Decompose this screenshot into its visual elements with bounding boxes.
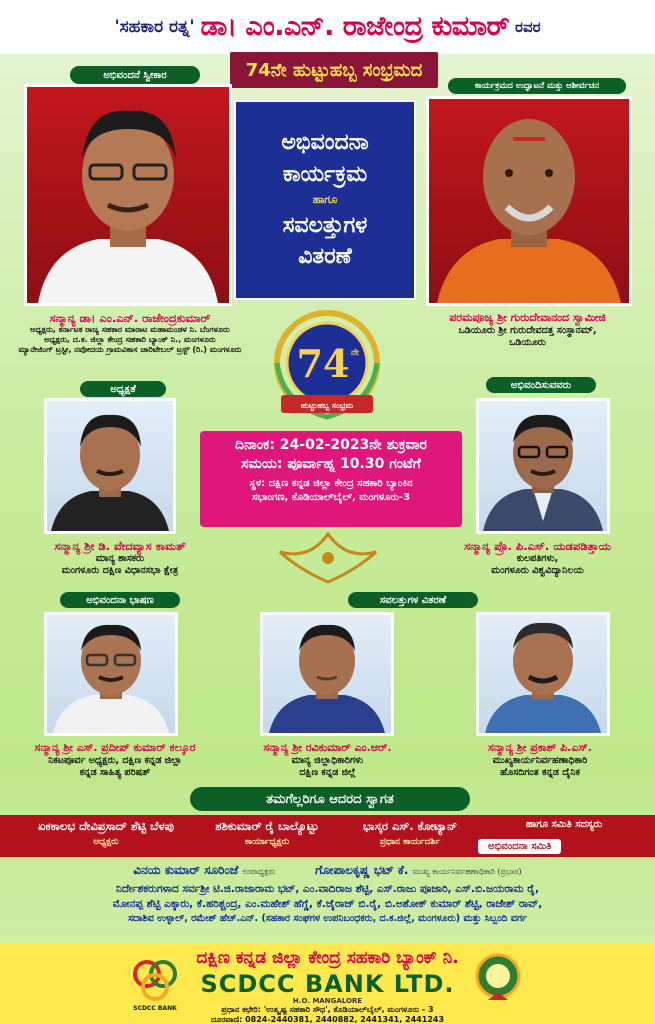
speech-label: ಅಭಿವಂದನಾ ಭಾಷಣ bbox=[60, 592, 180, 608]
organizer-right bbox=[315, 863, 521, 878]
committee-label: ಅಭಿವಂದನಾ ಸಮಿತಿ bbox=[478, 839, 561, 854]
bank-name-english: SCDCC BANK LTD. bbox=[200, 970, 455, 998]
person-portrait-icon bbox=[47, 401, 173, 531]
organizer-left bbox=[133, 863, 275, 878]
title-line2: ಕಾರ್ಯಕ್ರಮ bbox=[282, 161, 368, 187]
member-role: ಕಾರ್ಯಾಧ್ಯಕ್ಷರು bbox=[244, 837, 290, 847]
speech-name: ಸನ್ಮಾನ್ಯ ಶ್ರೀ ಎಸ್. ಪ್ರದೀಪ್ ಕುಮಾರ್ ಕಲ್ಕೂರ bbox=[34, 741, 196, 754]
organizer-right-name: ಗೋಪಾಲಕೃಷ್ಣ ಭಟ್ ಕೆ. bbox=[315, 862, 409, 877]
collector-line1: ಮಾನ್ಯ ಜಿಲ್ಲಾಧಿಕಾರಿಗಳು bbox=[291, 754, 364, 766]
logo-label: SCDCC BANK bbox=[133, 1005, 177, 1012]
committee-member bbox=[182, 819, 352, 847]
directors-line3: ಸದಾಶಿವ ಉಳ್ಳಾಲ್, ರಮೇಶ್ ಹೆಚ್.ಎನ್. (ಸಹಕಾರ ಸಂಘಗಳ ಉಪನಿಬಂಧಕರು, ದ.ಕ.ಜಿಲ್ಲೆ, ಮಂಗಳೂರು) ಮತ್ತು ಸಿಬ್ಬಂದಿ ವರ್ಗ bbox=[127, 912, 528, 924]
header-suffix: ರವರ bbox=[515, 18, 541, 36]
swamiji-photo bbox=[426, 96, 632, 306]
laurel-emblem-icon bbox=[263, 305, 391, 433]
welcome-banner: ತಮಗೆಲ್ಲರಿಗೂ ಆದರದ ಸ್ವಾಗತ bbox=[190, 787, 470, 811]
event-details bbox=[200, 431, 462, 527]
title-line1: ಅಭಿವಂದನಾ bbox=[281, 130, 369, 156]
felicitator-name: ಸನ್ಮಾನ್ಯ ಪ್ರೊ. ಪಿ.ಎಸ್. ಯಡಪಡಿತ್ತಾಯ bbox=[464, 539, 611, 553]
swamiji-name: ಪರಮಪೂಜ್ಯ ಶ್ರೀ ಗುರುದೇವಾನಂದ ಸ್ವಾಮೀಜಿ bbox=[449, 311, 606, 324]
distribution-label: ಸವಲತ್ತುಗಳ ವಿತರಣೆ bbox=[348, 592, 478, 608]
member-role: ಅಧ್ಯಕ್ಷರು bbox=[93, 837, 119, 847]
emblem-number: 74 bbox=[296, 341, 350, 386]
editor-line2: ಹೊಸದಿಗಂತ ಕನ್ನಡ ದೈನಿಕ bbox=[500, 766, 580, 778]
title-line4: ವಿತರಣೆ bbox=[298, 244, 352, 270]
honoree-line3: ಮ್ಯಾನೇಜಿಂಗ್ ಟ್ರಸ್ಟೀ, ನವೋದಯ ಗ್ರಾಮವಿಕಾಸ ಚಾರಿಟೇಬಲ್ ಟ್ರಸ್ಟ್ (ರಿ.) ಮಂಗಳೂರು bbox=[18, 345, 242, 355]
birthday-banner: 74ನೇ ಹುಟ್ಟುಹಬ್ಬ ಸಂಭ್ರಮದ bbox=[230, 52, 438, 88]
honoree-label: ಅಭಿವಂದನೆ ಸ್ವೀಕಾರ bbox=[70, 66, 200, 84]
presided-caption bbox=[0, 539, 240, 577]
header-name: ಡಾ। ಎಂ.ಎನ್. ರಾಜೇಂದ್ರ ಕುಮಾರ್ bbox=[200, 11, 510, 42]
bank-phone: ದೂರವಾಣಿ: 0824-2440381, 2440882, 2441341, 2441243 bbox=[210, 1015, 445, 1024]
organizer-left-role: ಉಪಾಧ್ಯಕ್ಷರು bbox=[242, 866, 276, 876]
felicitator-caption bbox=[420, 539, 655, 577]
collector-photo bbox=[260, 612, 394, 736]
honoree-line2: ಅಧ್ಯಕ್ಷರು, ದ.ಕ. ಜಿಲ್ಲಾ ಕೇಂದ್ರ ಸಹಕಾರಿ ಬ್ಯಾಂಕ್ ನಿ., ಮಂಗಳೂರು bbox=[44, 335, 216, 345]
member-role: ಪ್ರಧಾನ ಕಾರ್ಯದರ್ಶಿ bbox=[379, 837, 441, 847]
honoree-photo bbox=[24, 84, 232, 306]
presided-photo bbox=[44, 398, 176, 534]
person-portrait-icon bbox=[263, 615, 391, 733]
editor-caption bbox=[425, 741, 655, 779]
committee-member bbox=[330, 819, 490, 847]
committee-member bbox=[6, 819, 206, 847]
person-portrait-icon bbox=[28, 89, 228, 303]
bank-seal-icon bbox=[474, 952, 522, 1004]
collector-name: ಸನ್ಮಾನ್ಯ ಶ್ರೀ ರವಿಕುಮಾರ್ ಎಂ.ಆರ್. bbox=[263, 741, 392, 754]
presided-line2: ಮಂಗಳೂರು ದಕ್ಷಿಣ ವಿಧಾನಸಭಾ ಕ್ಷೇತ್ರ bbox=[61, 565, 179, 577]
person-portrait-icon bbox=[479, 401, 607, 531]
collector-line2: ದಕ್ಷಿಣ ಕನ್ನಡ ಜಿಲ್ಲೆ bbox=[299, 766, 356, 778]
member-name: ಏಕಕಾಲಭ ದೇವಿಪ್ರಸಾದ್ ಶೆಟ್ಟಿ ಬೆಳಪು bbox=[38, 819, 174, 833]
collector-caption bbox=[220, 741, 435, 779]
editor-photo bbox=[476, 612, 610, 736]
header-honorific: 'ಸಹಕಾರ ರತ್ನ' bbox=[114, 17, 195, 37]
emblem-superscript: ನೇ bbox=[351, 348, 359, 358]
swamiji-line1: ಒಡಿಯೂರು ಶ್ರೀ ಗುರುದೇವದತ್ತ ಸಂಸ್ಥಾನಮ್, bbox=[458, 324, 597, 336]
person-portrait-icon bbox=[429, 99, 629, 303]
organizer-right-role: ಮುಖ್ಯ ಕಾರ್ಯನಿರ್ವಹಣಾಧಿಕಾರಿ (ಪ್ರಭಾರ) bbox=[412, 866, 522, 876]
swamiji-label: ಕಾರ್ಯಕ್ರಮದ ಉದ್ಘಾಟನೆ ಮತ್ತು ಆಶೀರ್ವಚನ bbox=[448, 78, 626, 94]
program-title-box bbox=[234, 100, 416, 300]
bank-name-kannada: ದಕ್ಷಿಣ ಕನ್ನಡ ಜಿಲ್ಲಾ ಕೇಂದ್ರ ಸಹಕಾರಿ ಬ್ಯಾಂಕ್ ನಿ. bbox=[196, 948, 459, 968]
event-time: ಸಮಯ: ಪೂರ್ವಾಹ್ನ 10.30 ಗಂಟೆಗೆ bbox=[241, 456, 421, 472]
felicitator-label: ಅಭಿವಂದಿಸುವವರು bbox=[486, 377, 596, 393]
swamiji-line2: ಒಡಿಯೂರು bbox=[509, 336, 546, 348]
felicitator-photo bbox=[476, 398, 610, 534]
editor-line1: ಮುಖ್ಯಕಾರ್ಯನಿರ್ವಹಣಾಧಿಕಾರಿ bbox=[492, 754, 588, 766]
honoree-line1: ಅಧ್ಯಕ್ಷರು, ಕರ್ನಾಟಕ ರಾಜ್ಯ ಸಹಕಾರ ಮಾರಾಟ ಮಹಾಮಂಡಳ ನಿ. ಬೆಂಗಳೂರು bbox=[30, 325, 230, 335]
header bbox=[0, 0, 655, 54]
event-venue-line2: ಸಭಾಂಗಣ, ಕೊಡಿಯಾಲ್‌ಬೈಲ್, ಮಂಗಳೂರು-3 bbox=[251, 491, 411, 503]
member-name: ಹಾಗೂ ಸಮಿತಿ ಸದಸ್ಯರು bbox=[525, 819, 603, 830]
footer bbox=[0, 944, 655, 1024]
speech-line2: ಕನ್ನಡ ಸಾಹಿತ್ಯ ಪರಿಷತ್ bbox=[79, 766, 151, 778]
presided-name: ಸನ್ಮಾನ್ಯ ಶ್ರೀ ಡಿ. ವೇದವ್ಯಾಸ ಕಾಮತ್ bbox=[54, 539, 186, 553]
emblem-ribbon: ಹುಟ್ಟುಹಬ್ಬ ಸಂಭ್ರಮ bbox=[300, 401, 354, 410]
directors-line2: ಮೋನಪ್ಪ ಶೆಟ್ಟಿ ಎಕ್ಕಾರು, ಕೆ.ಹರಿಶ್ಚಂದ್ರ, ಎಂ.ಮಹೇಶ್ ಹೆಗ್ಡೆ, ಕೆ.ಜೈರಾಜ್ ಬಿ.ರೈ, ಬಿ.ಅಶೋಕ್ ಕುಮಾರ್ ಶೆಟ್ಟಿ, ರಾಜೇಶ್ ರಾವ್, bbox=[112, 897, 543, 910]
event-date: ದಿನಾಂಕ: 24-02-2023ನೇ ಶುಕ್ರವಾರ bbox=[235, 437, 427, 453]
speech-line1: ನಿಕಟಪೂರ್ವ ಅಧ್ಯಕ್ಷರು, ದಕ್ಷಿಣ ಕನ್ನಡ ಜಿಲ್ಲಾ bbox=[48, 754, 182, 766]
member-name: ಶಶಿಕುಮಾರ್ ರೈ ಬಾಲ್ಯೊಟ್ಟು bbox=[215, 819, 319, 833]
committee-members-note bbox=[494, 819, 634, 830]
presided-label: ಅಧ್ಯಕ್ಷತೆ bbox=[80, 381, 166, 397]
member-name: ಭಾಸ್ಕರ ಎಸ್. ಕೋಟ್ಯಾನ್ bbox=[362, 819, 458, 833]
directors-line1: ನಿರ್ದೇಶಕರುಗಳಾದ ಸರ್ವಶ್ರೀ ಟಿ.ಜಿ.ರಾಜಾರಾಮ ಭಟ್, ಎಂ.ವಾದಿರಾಜ ಶೆಟ್ಟಿ, ಎಸ್.ರಾಜು ಪೂಜಾರಿ, ಎಸ್.ಬಿ.ಜಯರಾಮ ರೈ, bbox=[116, 883, 539, 895]
ornament-icon bbox=[270, 530, 386, 586]
bank-address: ಪ್ರಧಾನ ಕಛೇರಿ: 'ಉತ್ಕೃಷ್ಟ ಸಹಕಾರಿ ಸೌಧ', ಕೊಡಿಯಾಲ್‌ಬೈಲ್, ಮಂಗಳೂರು - 3 bbox=[221, 1005, 434, 1014]
speech-photo bbox=[44, 612, 178, 736]
title-line3: ಸವಲತ್ತುಗಳ bbox=[282, 213, 368, 238]
organizer-left-name: ವಿನಯ ಕುಮಾರ್ ಸೂರಿಂಜೆ bbox=[133, 862, 239, 877]
honoree-caption bbox=[0, 311, 260, 355]
editor-name: ಸನ್ಮಾನ್ಯ ಶ್ರೀ ಪ್ರಕಾಶ್ ಪಿ.ಎಸ್. bbox=[488, 741, 592, 754]
person-portrait-icon bbox=[479, 615, 607, 733]
organizers-row bbox=[0, 859, 655, 881]
event-venue-line1: ಸ್ಥಳ: ದಕ್ಷಿಣ ಕನ್ನಡ ಜಿಲ್ಲಾ ಕೇಂದ್ರ ಸಹಕಾರಿ ಬ್ಯಾಂಕಿನ bbox=[249, 478, 413, 489]
birthday-emblem bbox=[263, 305, 391, 433]
directors-list bbox=[10, 882, 645, 925]
head-office: H.O. MANGALORE bbox=[292, 997, 363, 1005]
title-connector: ಹಾಗೂ bbox=[312, 193, 338, 206]
person-portrait-icon bbox=[47, 615, 175, 733]
honoree-name: ಸನ್ಮಾನ್ಯ ಡಾ। ಎಂ.ಎನ್. ರಾಜೇಂದ್ರಕುಮಾರ್ bbox=[49, 311, 211, 325]
presided-line1: ಮಾನ್ಯ ಶಾಸಕರು bbox=[95, 553, 145, 565]
felicitator-line1: ಕುಲಪತಿಗಳು, bbox=[516, 553, 559, 565]
speech-caption bbox=[0, 741, 230, 779]
felicitator-line2: ಮಂಗಳೂರು ವಿಶ್ವವಿದ್ಯಾನಿಲಯ bbox=[491, 565, 584, 577]
swamiji-caption bbox=[400, 311, 655, 349]
